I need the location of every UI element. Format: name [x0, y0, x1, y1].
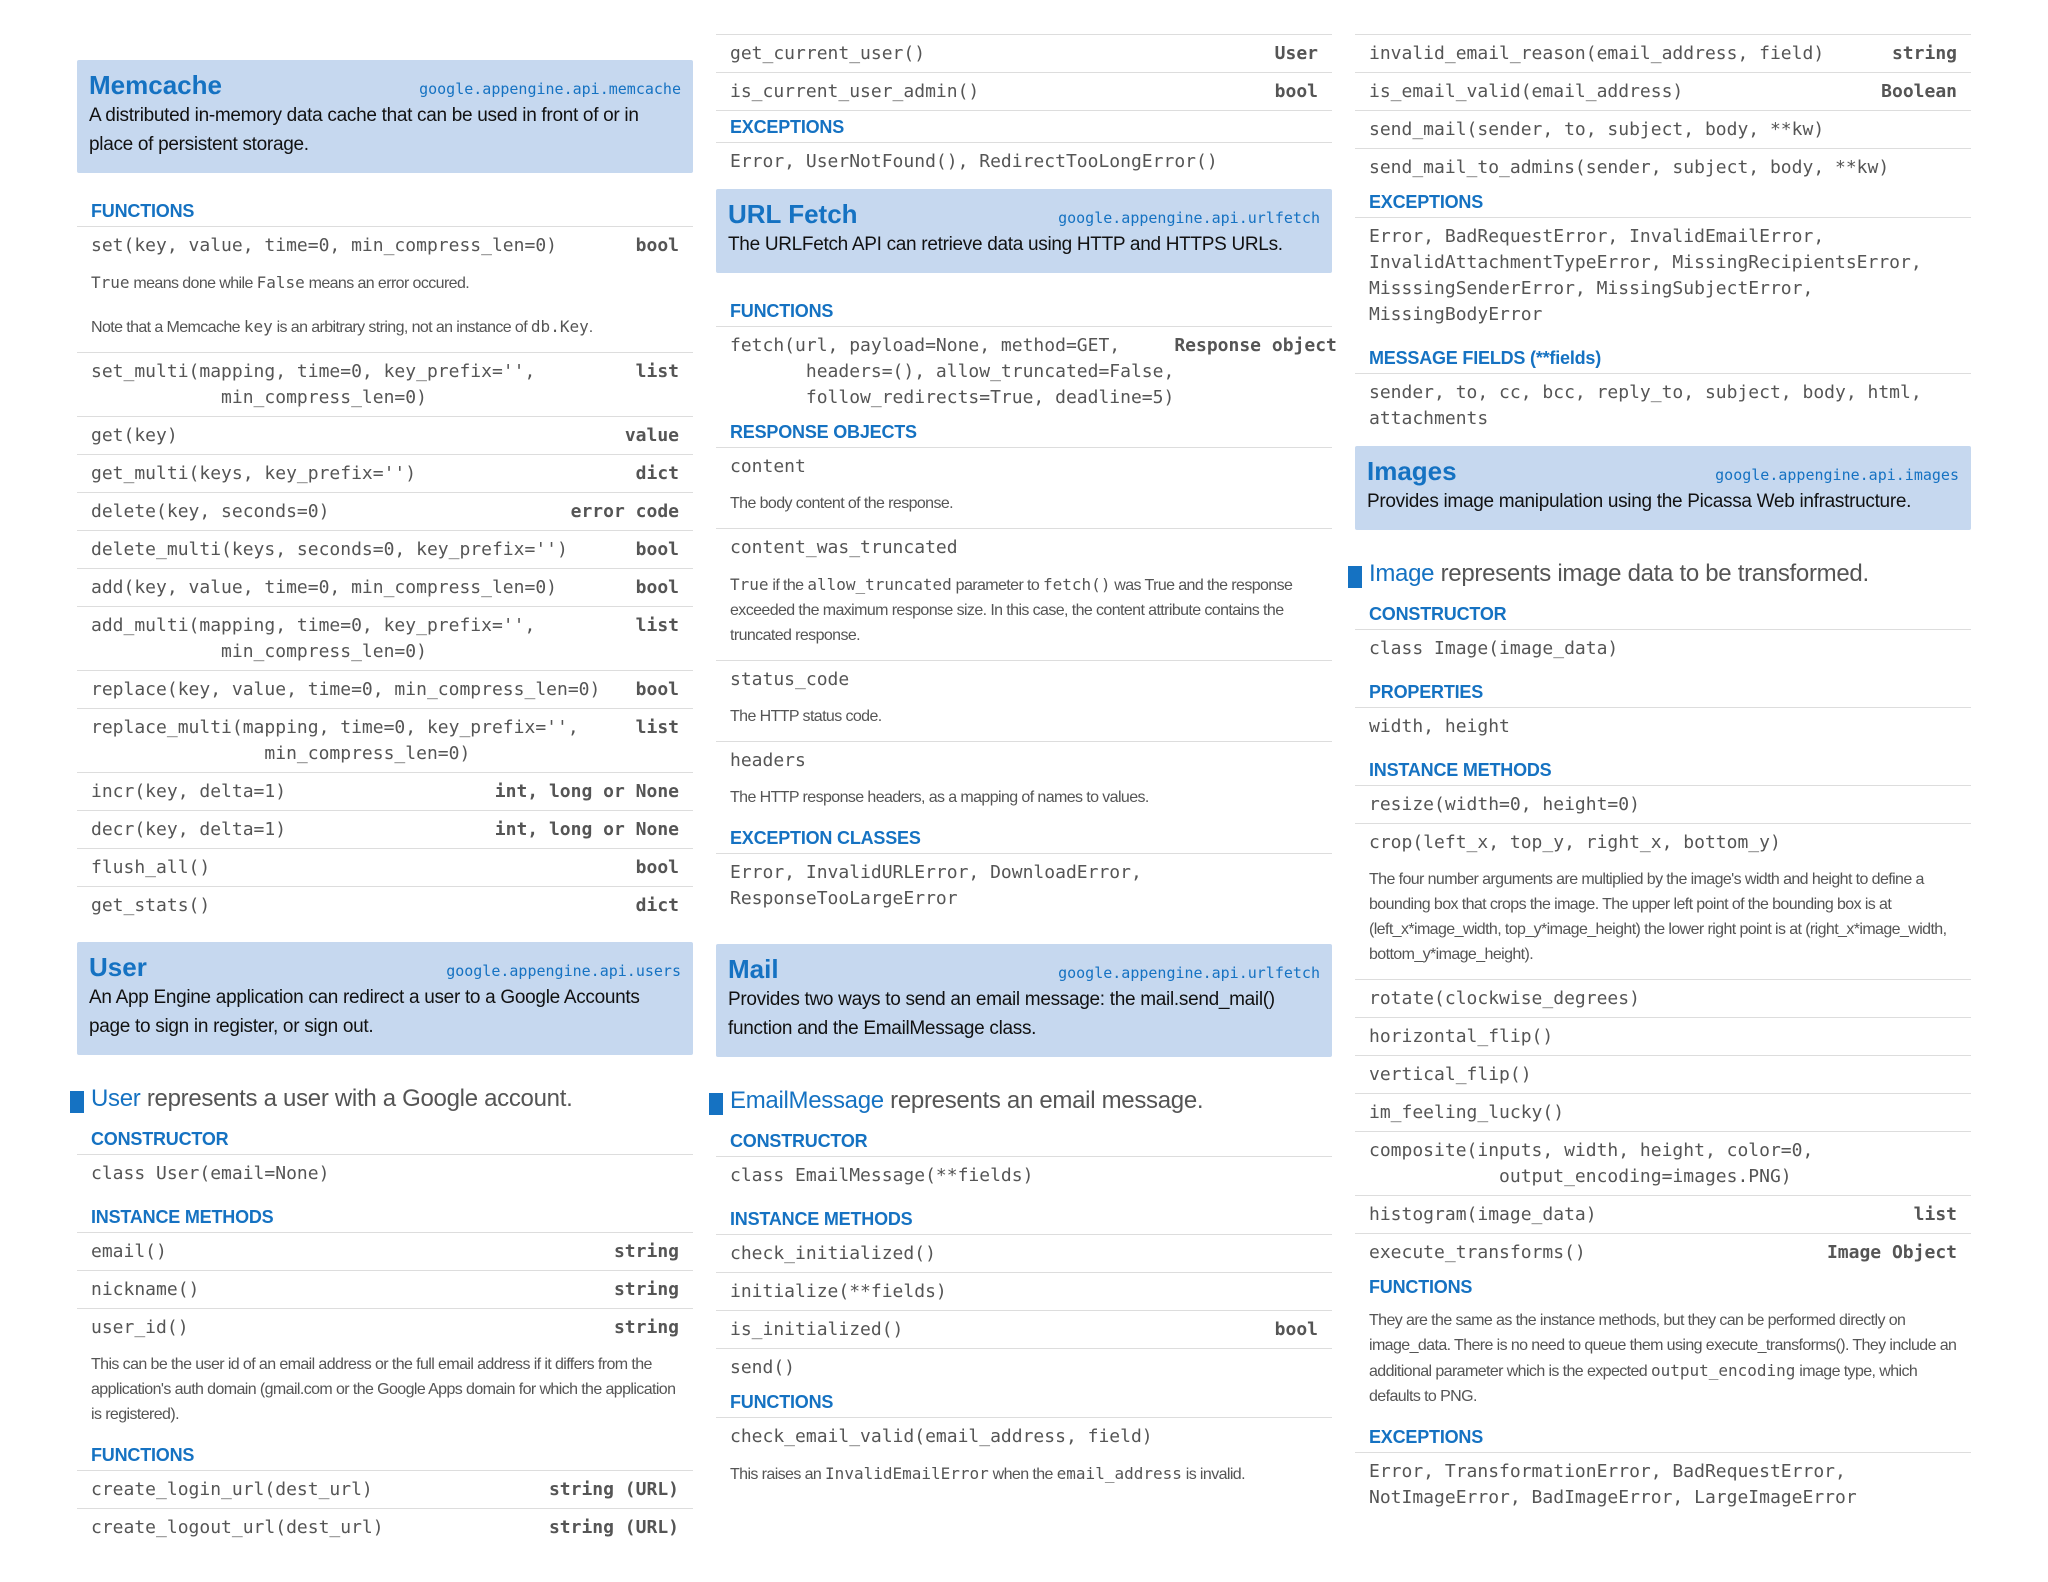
description-note [716, 779, 1332, 822]
section-title: Mail [728, 954, 779, 984]
function-row [716, 1311, 1332, 1349]
subsection-heading: RESPONSE OBJECTS [716, 416, 1332, 448]
function-signature: invalid_email_reason(email_address, field) [1369, 43, 1825, 64]
spacer [716, 926, 1332, 944]
description-note [716, 485, 1332, 529]
function-row [77, 1309, 693, 1346]
function-row [716, 742, 1332, 779]
class-description: represents image data to be transformed. [1434, 560, 1869, 587]
class-intro [77, 1077, 693, 1123]
return-type: string [613, 1241, 679, 1262]
code-list: Error, InvalidURLError, DownloadError, ResponseTooLargeError [730, 862, 1142, 909]
function-row [77, 709, 693, 773]
api-section-header [77, 942, 693, 1055]
function-signature: get(key) [91, 425, 178, 446]
section-title: User [89, 952, 147, 982]
code-list: class User(email=None) [91, 1163, 330, 1184]
function-row [1355, 786, 1971, 824]
function-row [77, 1271, 693, 1309]
return-type: int, long or None [494, 781, 679, 802]
section-description: A distributed in-memory data cache that can be used in front of or in place of persistent storage. [89, 105, 639, 155]
code-list: Error, BadRequestError, InvalidEmailError, InvalidAttachmentTypeError, MissingRecipientsError, MisssingSenderError, MissingSubjectError, MissingBodyError [1369, 226, 1922, 325]
function-signature: user_id() [91, 1317, 189, 1338]
api-section-header [716, 189, 1332, 273]
note-text: means an error occured. [304, 275, 470, 292]
section-description: Provides two ways to send an email message: the mail.send_mail() function and the EmailMessage class. [728, 989, 1275, 1039]
function-row [1355, 1056, 1971, 1094]
function-signature: set(key, value, time=0, min_compress_len=0) [91, 235, 557, 256]
function-signature: is_initialized() [730, 1319, 904, 1340]
description-note [77, 1346, 693, 1439]
function-row [716, 73, 1332, 111]
return-type: bool [1274, 81, 1318, 102]
section-description: Provides image manipulation using the Picassa Web infrastructure. [1367, 491, 1912, 512]
return-type: list [635, 717, 679, 738]
return-type: Response object [1174, 335, 1337, 356]
function-row [1355, 824, 1971, 861]
inline-code: allow_truncated [807, 575, 952, 594]
function-row [77, 849, 693, 887]
class-description: represents an email message. [883, 1087, 1204, 1114]
return-type: int, long or None [494, 819, 679, 840]
function-row [716, 448, 1332, 485]
function-row [77, 531, 693, 569]
return-type: Image Object [1826, 1242, 1957, 1263]
function-signature: resize(width=0, height=0) [1369, 794, 1640, 815]
module-path: google.appengine.api.memcache [419, 80, 681, 98]
section-title: Memcache [89, 70, 222, 100]
column-2 [716, 34, 1337, 1499]
function-row [77, 227, 693, 264]
code-list: width, height [1369, 716, 1510, 737]
inline-code: True [91, 273, 130, 292]
function-signature: get_multi(keys, key_prefix='') [91, 463, 417, 484]
function-row [716, 529, 1332, 566]
function-row [77, 887, 693, 924]
function-row [1355, 34, 1971, 73]
function-row [77, 671, 693, 709]
code-list: sender, to, cc, bcc, reply_to, subject, body, html, attachments [1369, 382, 1922, 429]
function-signature: horizontal_flip() [1369, 1026, 1554, 1047]
function-signature: rotate(clockwise_degrees) [1369, 988, 1640, 1009]
description-note [716, 566, 1332, 661]
section-title: Images [1367, 456, 1457, 486]
function-signature: delete(key, seconds=0) [91, 501, 330, 522]
function-row [77, 607, 693, 671]
function-signature: status_code [730, 669, 850, 690]
function-row [77, 417, 693, 455]
function-row [77, 1233, 693, 1271]
function-row [77, 1509, 693, 1546]
function-signature: create_logout_url(dest_url) [91, 1517, 384, 1538]
function-row [77, 811, 693, 849]
inline-code: InvalidEmailError [825, 1464, 989, 1483]
note-text: The four number arguments are multiplied by the image's width and height to define a bounding box that crops the image. The upper left point of the bounding box is at (left_x*image_width, top_y*image_height) the lower right point is at (right_x*image_width, bottom_y*image_height). [1369, 871, 1947, 963]
function-row [1355, 1018, 1971, 1056]
section-title: URL Fetch [728, 199, 858, 229]
header-top [1367, 456, 1959, 487]
function-row [77, 353, 693, 417]
return-type: string [613, 1279, 679, 1300]
section-description: An App Engine application can redirect a user to a Google Accounts page to sign in register, or sign out. [89, 987, 640, 1037]
function-signature: initialize(**fields) [730, 1281, 947, 1302]
function-signature: delete_multi(keys, seconds=0, key_prefix='') [91, 539, 568, 560]
return-type: bool [635, 857, 679, 878]
class-name: Image [1369, 560, 1435, 587]
return-type: bool [635, 679, 679, 700]
header-top [728, 954, 1320, 985]
note-text: is invalid. [1181, 1466, 1245, 1483]
function-signature: send_mail(sender, to, subject, body, **kw) [1369, 119, 1825, 140]
return-type: bool [635, 539, 679, 560]
note-text: was True and the response exceeded the maximum response size. In this case, the content attribute contains the truncated response. [730, 577, 1293, 644]
return-type: string [613, 1317, 679, 1338]
subsection-heading: MESSAGE FIELDS (**fields) [1355, 342, 1971, 374]
subsection-heading: FUNCTIONS [1369, 1277, 1473, 1297]
return-type: list [635, 361, 679, 382]
function-signature: content [730, 456, 806, 477]
function-signature: vertical_flip() [1369, 1064, 1532, 1085]
inline-code: output_encoding [1650, 1361, 1796, 1380]
function-row [1355, 111, 1971, 149]
function-row [77, 569, 693, 607]
class-intro [716, 1079, 1332, 1125]
return-type: bool [635, 235, 679, 256]
return-type: Boolean [1881, 81, 1957, 102]
function-signature: send_mail_to_admins(sender, subject, body, **kw) [1369, 157, 1890, 178]
function-row [1355, 980, 1971, 1018]
function-signature: execute_transforms() [1369, 1242, 1586, 1263]
function-signature: add(key, value, time=0, min_compress_len=0) [91, 577, 557, 598]
subsection-heading: PROPERTIES [1355, 676, 1971, 708]
api-section-header [1355, 446, 1971, 530]
function-signature: check_initialized() [730, 1243, 936, 1264]
return-type: list [1913, 1204, 1957, 1225]
function-signature: is_email_valid(email_address) [1369, 81, 1684, 102]
subsection-heading: FUNCTIONS [77, 195, 693, 227]
description-note [1355, 1302, 1971, 1421]
return-type: string [1891, 43, 1957, 64]
note-text: The HTTP status code. [730, 708, 882, 725]
function-row [716, 1349, 1332, 1386]
return-type: bool [635, 577, 679, 598]
subsection-heading: CONSTRUCTOR [1355, 598, 1971, 630]
function-signature: replace_multi(mapping, time=0, key_prefix='', min_compress_len=0) [91, 717, 579, 764]
code-list: Error, UserNotFound(), RedirectTooLongError() [730, 151, 1218, 172]
description-note [77, 264, 693, 308]
code-list: class EmailMessage(**fields) [730, 1165, 1034, 1186]
function-signature: send() [730, 1357, 796, 1378]
return-type: list [635, 615, 679, 636]
function-row [77, 773, 693, 811]
function-signature: email() [91, 1241, 167, 1262]
description-note [1355, 861, 1971, 980]
note-text: They are the same as the instance methods, but they can be performed directly on image_data. There is no need to queue them using execute_transforms(). They include an additional parameter which is the expected [1369, 1312, 1957, 1380]
function-row [716, 1235, 1332, 1273]
function-signature: decr(key, delta=1) [91, 819, 287, 840]
note-text: is an arbitrary string, not an instance of [272, 319, 531, 336]
note-text: when the [988, 1466, 1057, 1483]
inline-code: fetch() [1043, 575, 1111, 594]
function-signature: crop(left_x, top_y, right_x, bottom_y) [1369, 832, 1781, 853]
class-intro [1355, 552, 1971, 598]
class-name: EmailMessage [730, 1087, 884, 1114]
api-section-header [77, 60, 693, 173]
subsection-heading: INSTANCE METHODS [1355, 754, 1971, 786]
column-3 [1355, 34, 1971, 1525]
note-text: The HTTP response headers, as a mapping of names to values. [730, 789, 1149, 806]
note-text: means done while [129, 275, 257, 292]
function-row [1355, 149, 1971, 186]
subsection-heading: EXCEPTIONS [716, 111, 1332, 143]
note-text: image type, which defaults to PNG. [1369, 1363, 1918, 1405]
module-path: google.appengine.api.images [1715, 466, 1959, 484]
function-signature: replace(key, value, time=0, min_compress_len=0) [91, 679, 601, 700]
module-path: google.appengine.api.urlfetch [1058, 209, 1320, 227]
description-note [716, 1455, 1332, 1499]
function-row [716, 327, 1337, 416]
return-type: error code [570, 501, 679, 522]
subsection-heading: EXCEPTIONS [1355, 186, 1971, 218]
header-top [89, 952, 681, 983]
function-signature: nickname() [91, 1279, 200, 1300]
function-row [716, 1418, 1332, 1455]
function-row [1355, 1234, 1971, 1271]
return-type: string (URL) [548, 1517, 679, 1538]
module-path: google.appengine.api.urlfetch [1058, 964, 1320, 982]
note-text: Note that a Memcache [91, 319, 244, 336]
function-signature: fetch(url, payload=None, method=GET, headers=(), allow_truncated=False, follow_redirects=True, deadline=5) [730, 335, 1175, 408]
function-signature: add_multi(mapping, time=0, key_prefix='', min_compress_len=0) [91, 615, 536, 662]
inline-code: True [730, 575, 769, 594]
module-path: google.appengine.api.users [446, 962, 681, 980]
function-signature: headers [730, 750, 806, 771]
subsection-heading: INSTANCE METHODS [716, 1203, 1332, 1235]
inline-code: db.Key [530, 317, 589, 336]
function-signature: histogram(image_data) [1369, 1204, 1597, 1225]
subsection-heading: FUNCTIONS [716, 1386, 1332, 1418]
return-type: bool [1274, 1319, 1318, 1340]
function-signature: incr(key, delta=1) [91, 781, 287, 802]
function-signature: composite(inputs, width, height, color=0, output_encoding=images.PNG) [1369, 1140, 1814, 1187]
note-text: This can be the user id of an email address or the full email address if it differs from the application's auth domain (gmail.com or the Google Apps domain for which the application is registered). [91, 1356, 676, 1423]
function-row [77, 493, 693, 531]
subsection-heading: EXCEPTIONS [1355, 1421, 1971, 1453]
function-row [1355, 73, 1971, 111]
note-text: This raises an [730, 1466, 826, 1483]
spacer [77, 924, 693, 942]
function-row [716, 661, 1332, 698]
subsection-heading: EXCEPTION CLASSES [716, 822, 1332, 854]
class-name: User [91, 1085, 141, 1112]
subsection-heading: CONSTRUCTOR [716, 1125, 1332, 1157]
return-type: dict [635, 463, 679, 484]
inline-code: key [243, 317, 273, 336]
subsection-heading: CONSTRUCTOR [77, 1123, 693, 1155]
function-signature: is_current_user_admin() [730, 81, 980, 102]
inline-code: email_address [1056, 1464, 1182, 1483]
header-top [89, 70, 681, 101]
function-row [77, 1471, 693, 1509]
return-type: value [624, 425, 679, 446]
return-type: User [1274, 43, 1318, 64]
function-signature: get_stats() [91, 895, 211, 916]
subsection-heading: FUNCTIONS [77, 1439, 693, 1471]
note-text: if the [768, 577, 808, 594]
function-signature: im_feeling_lucky() [1369, 1102, 1565, 1123]
description-note [716, 698, 1332, 742]
header-top [728, 199, 1320, 230]
function-signature: flush_all() [91, 857, 211, 878]
subsection-heading: INSTANCE METHODS [77, 1201, 693, 1233]
function-row [1355, 1196, 1971, 1234]
note-text: parameter to [951, 577, 1044, 594]
note-text: The body content of the response. [730, 495, 954, 512]
function-row [77, 455, 693, 493]
function-signature: get_current_user() [730, 43, 926, 64]
class-description: represents a user with a Google account. [140, 1085, 573, 1112]
subsection-heading: FUNCTIONS [716, 295, 1332, 327]
return-type: dict [635, 895, 679, 916]
section-description: The URLFetch API can retrieve data using HTTP and HTTPS URLs. [728, 234, 1283, 255]
function-signature: set_multi(mapping, time=0, key_prefix='', min_compress_len=0) [91, 361, 536, 408]
function-row [1355, 1094, 1971, 1132]
function-signature: check_email_valid(email_address, field) [730, 1426, 1153, 1447]
function-signature: content_was_truncated [730, 537, 958, 558]
function-row [716, 1273, 1332, 1311]
code-list: Error, TransformationError, BadRequestError, NotImageError, BadImageError, LargeImageError [1369, 1461, 1857, 1508]
api-section-header [716, 944, 1332, 1057]
function-row [716, 34, 1332, 73]
function-row [1355, 1132, 1971, 1196]
inline-code: False [256, 273, 305, 292]
code-list: class Image(image_data) [1369, 638, 1619, 659]
note-text: . [588, 319, 593, 336]
function-signature: create_login_url(dest_url) [91, 1479, 373, 1500]
return-type: string (URL) [548, 1479, 679, 1500]
description-note [77, 308, 693, 353]
column-1 [77, 60, 693, 1546]
